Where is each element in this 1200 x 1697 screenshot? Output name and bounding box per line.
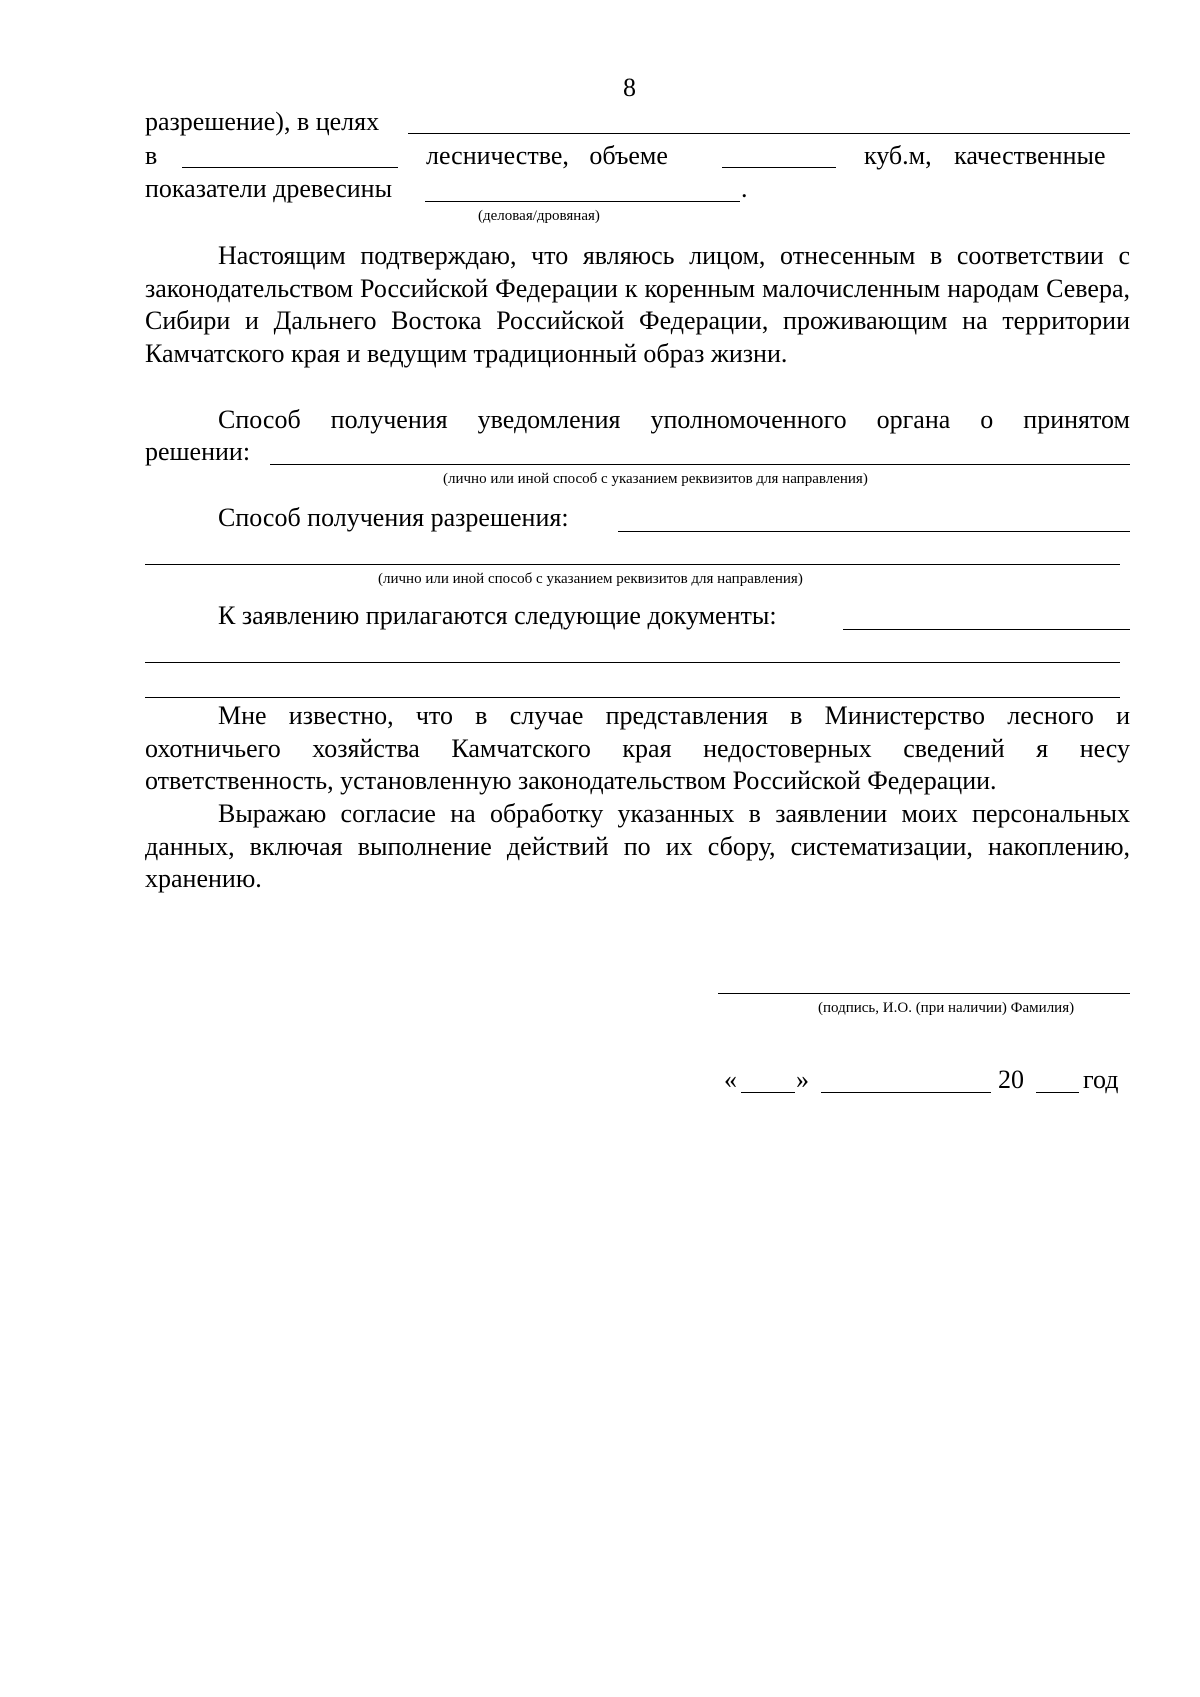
date-month-blank[interactable] xyxy=(821,1092,991,1093)
liability-paragraph: Мне известно, что в случае представления в Министерство лесного и охотничьего хозяйства Камчатского края недостоверных сведений я несу ответственность, установленную законодательством Российской Федерации. xyxy=(145,701,1130,795)
signature-blank[interactable] xyxy=(718,993,1130,994)
purpose-blank[interactable] xyxy=(408,133,1130,134)
volume-unit-label: куб.м, качественные xyxy=(864,141,1106,170)
permit-method-blank-1[interactable] xyxy=(618,531,1130,532)
volume-blank[interactable] xyxy=(722,167,836,168)
date-close-quote: » xyxy=(796,1065,809,1094)
wood-quality-period: . xyxy=(741,174,748,203)
forestry-blank[interactable] xyxy=(182,167,398,168)
date-day-blank[interactable] xyxy=(741,1092,795,1093)
attachments-blank-2[interactable] xyxy=(145,662,1120,663)
purpose-label: разрешение), в целях xyxy=(145,107,380,136)
forestry-prefix: в xyxy=(145,141,158,170)
forestry-volume-label: лесничестве, объеме xyxy=(426,141,668,170)
permit-method-label: Способ получения разрешения: xyxy=(218,503,569,532)
notice-method-blank[interactable] xyxy=(270,464,1130,465)
date-year-blank[interactable] xyxy=(1036,1092,1079,1093)
permit-method-blank-2[interactable] xyxy=(145,564,1120,565)
page-number: 8 xyxy=(623,73,636,102)
wood-quality-label: показатели древесины xyxy=(145,174,393,203)
attachments-blank-3[interactable] xyxy=(145,697,1120,698)
signature-caption: (подпись, И.О. (при наличии) Фамилия) xyxy=(818,1000,1075,1016)
attachments-blank-1[interactable] xyxy=(843,629,1130,630)
attachments-label: К заявлению прилагаются следующие документы: xyxy=(218,601,777,630)
notice-method-label: решении: xyxy=(145,437,251,466)
permit-method-caption: (лично или иной способ с указанием реквизитов для направления) xyxy=(378,571,803,587)
notice-method-line1: Способ получения уведомления уполномоченного органа о принятом xyxy=(218,405,1130,434)
consent-paragraph: Выражаю согласие на обработку указанных в заявлении моих персональных данных, включая выполнение действий по их сбору, систематизации, накоплению, хранению. xyxy=(145,799,1130,893)
wood-quality-caption: (деловая/дровяная) xyxy=(478,208,600,224)
date-year-word: год xyxy=(1083,1065,1119,1094)
confirmation-paragraph: Настоящим подтверждаю, что являюсь лицом, отнесенным в соответствии с законодательством Российской Федерации к коренным малочисленным народам Севера, Сибири и Дальнего Востока Российской Федерации, проживающим на территории Камчатского края и ведущим традиционный образ жизни. xyxy=(145,241,1130,368)
wood-quality-blank[interactable] xyxy=(425,201,740,202)
notice-method-caption: (лично или иной способ с указанием реквизитов для направления) xyxy=(443,471,868,487)
date-open-quote: « xyxy=(724,1065,737,1094)
date-century: 20 xyxy=(998,1065,1024,1094)
